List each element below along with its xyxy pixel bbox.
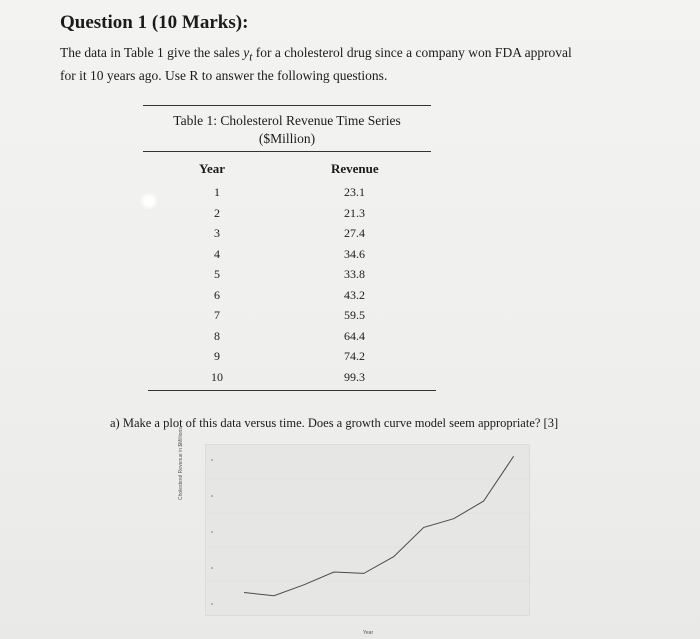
table-cell-year: 3 xyxy=(214,226,220,240)
plot-y-tick xyxy=(211,603,213,605)
question-intro xyxy=(60,44,640,85)
revenue-table xyxy=(143,105,431,395)
table-cell-year: 1 xyxy=(214,185,220,199)
question-title: Question 1 (10 Marks): xyxy=(60,12,249,33)
plot-y-tick xyxy=(211,567,213,569)
table-cell-year: 5 xyxy=(214,267,220,281)
table-cell-revenue: 27.4 xyxy=(344,226,365,240)
plot-y-label: Cholesterol Revenue in $Millions xyxy=(178,427,184,500)
table-bottom-rule xyxy=(148,390,436,391)
col-header-year: Year xyxy=(199,161,225,176)
revenue-series-line xyxy=(244,456,514,595)
table-cell-revenue: 99.3 xyxy=(344,369,365,384)
table-top-rule xyxy=(143,105,431,106)
table-cell-year: 6 xyxy=(214,287,220,302)
revenue-plot xyxy=(205,444,530,616)
table-header-rule xyxy=(143,151,431,152)
col-header-revenue: Revenue xyxy=(331,161,379,176)
plot-y-tick xyxy=(211,459,213,461)
table-cell-revenue: 23.1 xyxy=(344,185,365,199)
table-cell-revenue: 33.8 xyxy=(344,267,365,281)
intro-variable-subscript: t xyxy=(249,51,253,64)
table-cell-revenue: 21.3 xyxy=(344,205,365,220)
plot-x-label: Year xyxy=(363,630,374,636)
part-a-question: a) Make a plot of this data versus time. Does a growth curve model seem appropriate? [3] xyxy=(110,416,559,430)
table-cell-year: 9 xyxy=(214,349,220,363)
intro-text-line2: for it 10 years ago. Use R to answer the following questions. xyxy=(60,67,388,83)
table-cell-year: 10 xyxy=(211,369,223,384)
table-cell-year: 2 xyxy=(214,205,220,220)
intro-variable: y xyxy=(243,45,250,60)
table-cell-revenue: 34.6 xyxy=(344,246,365,261)
plot-y-tick xyxy=(211,531,213,533)
glare-spot xyxy=(138,193,160,209)
table-cell-revenue: 64.4 xyxy=(344,328,365,343)
plot-y-tick xyxy=(211,495,213,497)
table-cell-revenue: 59.5 xyxy=(344,308,365,322)
table-cell-year: 8 xyxy=(214,328,220,343)
table-caption-line2: ($Million) xyxy=(258,131,316,146)
intro-text-b: for a cholesterol drug since a company won FDA approval xyxy=(252,45,572,60)
table-cell-revenue: 43.2 xyxy=(344,287,365,302)
table-caption xyxy=(143,112,431,148)
intro-text-a: The data in Table 1 give the sales xyxy=(60,45,244,60)
table-cell-year: 4 xyxy=(214,246,220,261)
table-cell-year: 7 xyxy=(214,308,220,322)
table-caption-line1: Table 1: Cholesterol Revenue Time Series xyxy=(173,113,401,128)
table-cell-revenue: 74.2 xyxy=(344,349,365,363)
